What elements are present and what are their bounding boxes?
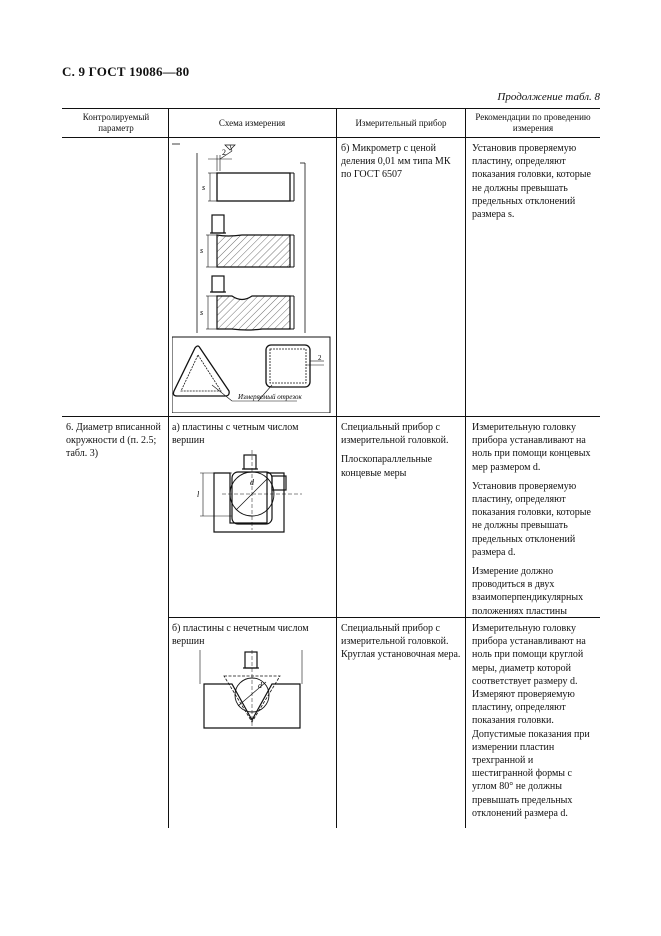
table-continuation-label: Продолжение табл. 8 [497, 91, 600, 103]
table-top-border [62, 108, 600, 109]
dim-l-label: l [197, 490, 200, 499]
column-divider-1 [168, 108, 169, 828]
even-vertices-scheme-figure [172, 450, 332, 542]
recommendation-text: Установив проверяемую пластину, определяют показания головки, которые не должны превышать предельных отклонений размера s. [472, 143, 591, 221]
recommendation-text-3: Измерение должно проводиться в двух взаимоперпендикулярных положениях пластины [472, 566, 584, 617]
dim-s-label: s [202, 183, 206, 192]
odd-vertices-scheme-figure [172, 650, 332, 732]
instrument-text: б) Микрометр с ценой деления 0,01 мм типа МК по ГОСТ 6507 [341, 143, 451, 181]
column-header-instrument: Измерительный прибор [355, 118, 447, 128]
parameter-cell-row2 [66, 421, 164, 467]
micrometer-scheme-figure [172, 141, 332, 413]
recommendation-cell-row1 [472, 142, 596, 227]
dim-s-label-3: s [200, 308, 204, 317]
instrument-text-3: Специальный прибор с измерительной головкой. Круглая установочная мера. [341, 623, 461, 661]
instrument-cell-row3 [341, 622, 463, 668]
dim-d-label-2: d [258, 681, 262, 690]
dim-d-label: d [250, 478, 254, 487]
column-divider-3 [465, 108, 466, 828]
recommendation-cell-row2 [472, 421, 596, 624]
instrument-text-1: Специальный прибор с измерительной головкой. [341, 422, 449, 447]
instrument-cell-row1 [341, 142, 461, 188]
measured-segment-label: Измеряемый отрезок [238, 393, 302, 401]
recommendation-text-4: Измерительную головку прибора устанавливают на ноль при помощи круглой меры, диаметр которой соответствует размеру d. Измеряют проверяемую пластину, определяют показания головки. Допустимые показания при измерении пластин трехгранной и шестигранной формы с углом 80° не должны превышать предельных отклонений размера d. [472, 623, 590, 819]
recommendation-text-2: Установив проверяемую пластину, определяют показания головки, которые не должны превышать предельных отклонений размера d. [472, 480, 591, 558]
page-header: С. 9 ГОСТ 19086—80 [62, 64, 190, 79]
dim-s-label-2: s [200, 246, 204, 255]
scheme-label-row2 [172, 421, 332, 453]
recommendation-text-1: Измерительную головку прибора устанавливают на ноль при помощи концевых мер размером d. [472, 422, 591, 473]
scheme-label-odd: б) пластины с нечетным числом вершин [172, 623, 309, 648]
dim-2-label-2: 2 [318, 354, 322, 362]
row-divider-1 [62, 416, 600, 417]
column-divider-2 [336, 108, 337, 828]
instrument-cell-row2 [341, 421, 463, 486]
scheme-label-even: а) пластины с четным числом вершин [172, 422, 299, 447]
column-header-parameter: Контролируемый параметр [82, 112, 150, 133]
column-header-recommendation: Рекомендации по проведению измерения [475, 112, 591, 133]
column-header-scheme: Схема измерения [218, 118, 286, 128]
instrument-text-2: Плоскопараллельные концевые меры [341, 454, 433, 479]
dim-2-label: 2 [222, 148, 226, 157]
parameter-text: 6. Диаметр вписанной окружности d (п. 2.5; табл. 3) [66, 422, 161, 460]
header-bottom-border [62, 137, 600, 138]
recommendation-cell-row3 [472, 622, 596, 826]
